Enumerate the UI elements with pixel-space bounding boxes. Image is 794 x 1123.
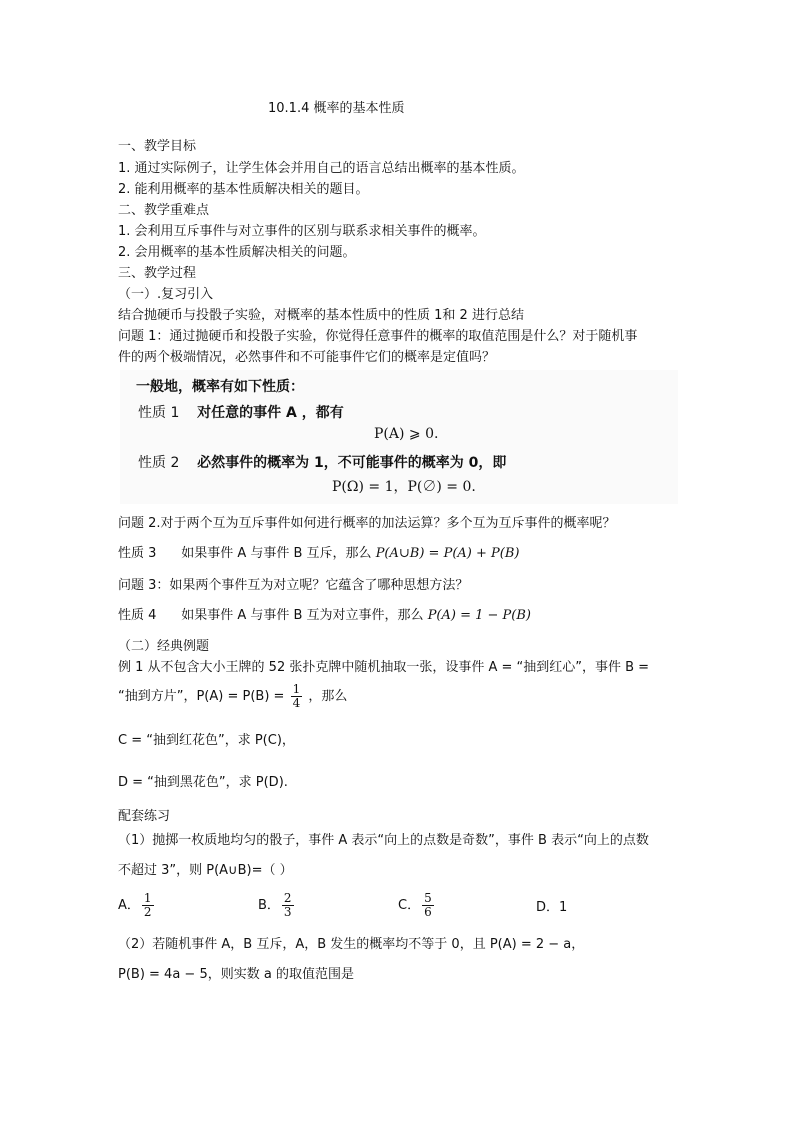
property-4-equation: P(A) = 1 − P(B) [427,608,531,623]
question-3: 问题 3：如果两个事件互为对立呢？它蕴含了哪种思想方法？ [118,578,469,593]
page-title: 10.1.4 概率的基本性质 [268,101,405,116]
example-1-line-2 [118,682,347,712]
question-1-line-2: 件的两个极端情况，必然事件和不可能事件它们的概率是定值吗？ [118,350,496,365]
property-1-row [138,402,344,422]
section-heading-goals: 一、教学目标 [118,139,197,154]
property-1-label: 性质 1 [138,405,180,421]
practice-heading: 配套练习 [118,809,171,824]
question-1-line-1: 问题 1：通过抛硬币和投骰子实验，你觉得任意事件的概率的取值范围是什么？对于随机事 [118,329,638,344]
example-1-part-d: D = “抽到黑花色”，求 P(D). [118,775,288,790]
review-intro: 结合抛硬币与投骰子实验，对概率的基本性质中的性质 1和 2 进行总结 [118,308,524,323]
subsection-examples: （二）经典例题 [118,639,210,654]
practice-2-line-1: （2）若随机事件 A，B 互斥，A，B 发生的概率均不等于 0，且 P(A) = 2 − a， [118,937,585,952]
example-1-part-c: C = “抽到红花色”，求 P(C)， [118,733,295,748]
textbook-excerpt-image [120,370,678,504]
section-heading-process: 三、教学过程 [118,266,197,281]
example-1-line-1: 例 1 从不包含大小王牌的 52 张扑克牌中随机抽取一张，设事件 A = “抽到红心”，事件 B = [118,660,650,675]
subsection-review: （一）.复习引入 [118,287,214,302]
example-1-then: ，那么 [308,689,348,704]
option-a: A． $\frac{1}{2}$ [118,891,152,919]
property-4 [118,607,531,625]
practice-1-line-2: 不超过 3”，则 P(A∪B)=（ ） [118,863,293,878]
practice-2-line-2: P(B) = 4a − 5，则实数 a 的取值范围是 [118,967,354,982]
option-d: D．1 [536,900,568,915]
keypoint-item-2: 2. 会用概率的基本性质解决相关的问题。 [118,245,356,260]
example-1-prob-text: “抽到方片”，P(A) = P(B) = [118,689,285,704]
property-3-text: 如果事件 A 与事件 B 互斥，那么 [181,546,372,561]
practice-1-line-1: （1）抛掷一枚质地均匀的骰子，事件 A 表示“向上的点数是奇数”，事件 B 表示“向上的点数 [118,833,649,848]
goal-item-1: 1. 通过实际例子，让学生体会并用自己的语言总结出概率的基本性质。 [118,161,525,176]
fraction-one-quarter: $\frac{1}{4}$ [292,682,301,710]
option-b: B． $\frac{2}{3}$ [258,891,292,919]
property-2-label: 性质 2 [138,455,180,471]
property-1-equation: P(A) ⩾ 0. [374,426,439,442]
property-2-text: 必然事件的概率为 1，不可能事件的概率为 0，即 [197,455,507,471]
property-3 [118,545,519,563]
property-3-equation: P(A∪B) = P(A) + P(B) [375,546,520,561]
property-4-text: 如果事件 A 与事件 B 互为对立事件，那么 [181,608,424,623]
excerpt-intro: 一般地，概率有如下性质： [136,379,304,395]
keypoint-item-1: 1. 会利用互斥事件与对立事件的区别与联系求相关事件的概率。 [118,224,486,239]
property-3-label: 性质 3 [118,546,157,561]
section-heading-keypoints: 二、教学重难点 [118,203,210,218]
property-2-row [138,452,506,472]
property-1-text: 对任意的事件 A ，都有 [197,405,344,421]
question-2: 问题 2.对于两个互为互斥事件如何进行概率的加法运算？多个互为互斥事件的概率呢？ [118,516,616,531]
property-2-equation: P(Ω) = 1，P(∅) = 0. [332,479,476,495]
option-c: C． $\frac{5}{6}$ [398,891,432,919]
goal-item-2: 2. 能利用概率的基本性质解决相关的题目。 [118,182,369,197]
property-4-label: 性质 4 [118,608,157,623]
